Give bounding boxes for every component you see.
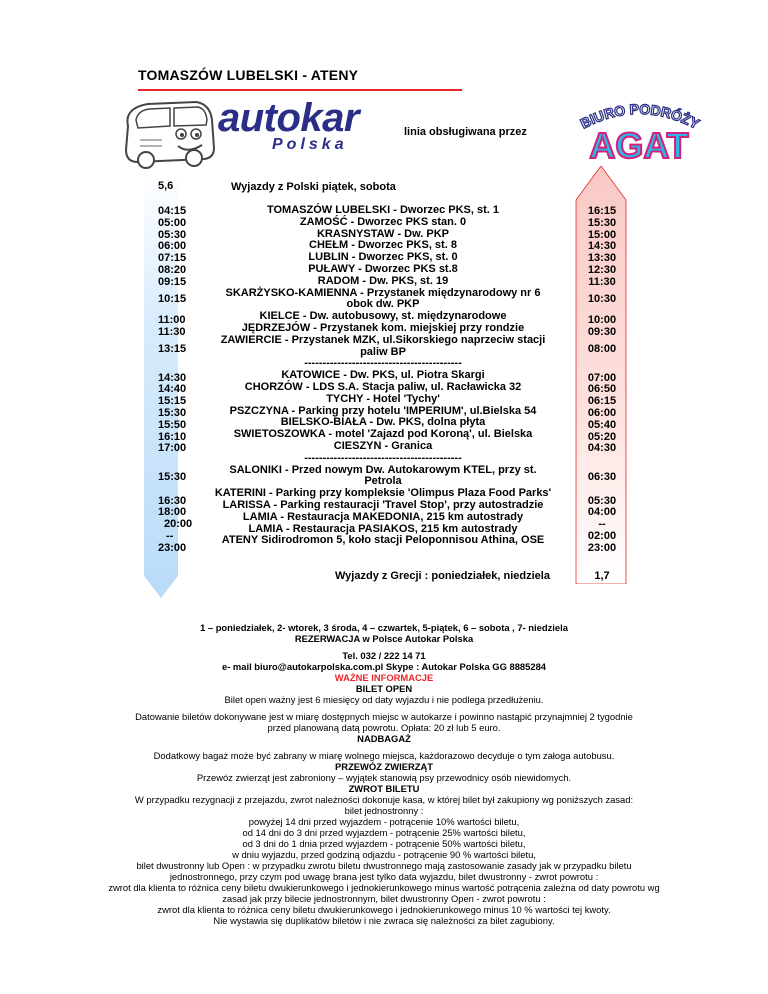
stop-name: JĘDRZEJÓW - Przystanek kom. miejskiej przy rondzie [241,321,525,334]
return-time: 13:30 [587,252,617,265]
departure-times-column [158,206,198,555]
return-time: 15:30 [587,216,617,229]
return-time: 06:00 [587,406,617,419]
phone-line: Tel. 032 / 222 14 71 [342,650,426,661]
return-days-code: 1,7 [594,570,610,582]
stop-name: SALONIKI - Przed nowym Dw. Autokarowym KTEL, przy st. [229,463,537,476]
refund-line: powyżej 14 dni przed wyjazdem - potrącenie 10% wartości biletu, [248,816,520,827]
refund-line: bilet jednostronny : [344,805,424,816]
departure-time: -- [166,529,174,542]
stop-name: LAMIA - Restauracja PASIAKOS, 215 km autostrady [248,522,518,535]
open-ticket-heading: BILET OPEN [355,683,413,694]
stop-name: CIESZYN - Granica [333,439,433,452]
stop-name: KATOWICE - Dw. PKS, ul. Piotra Skargi [281,369,485,382]
open-ticket-text: Bilet open ważny jest 6 miesięcy od daty wyjazdu i nie podlega przedłużeniu. [224,694,544,705]
stop-name: KATERINI - Parking przy kompleksie 'Olimpus Plaza Food Parks' [214,487,552,500]
stop-name: CHEŁM - Dworzec PKS, st. 8 [309,239,457,252]
luggage-text: Dodatkowy bagaż może być zabrany w miarę wolnego miejsca, każdorazowo decyduje o tym załoga autobusu. [153,750,615,761]
logo-wordmark: autokar [218,96,359,140]
departure-time: 20:00 [164,518,193,531]
reservation-line: REZERWACJA w Polsce Autokar Polska [294,633,474,644]
return-time: 12:30 [587,263,617,276]
departure-time: 06:00 [158,240,187,253]
departure-time: 11:00 [158,314,186,327]
return-time: 05:30 [587,494,617,507]
animals-text: Przewóz zwierząt jest zabroniony – wyjątek stanowią psy przewodnicy osób niewidomych. [196,772,572,783]
stop-name: SKARŻYSKO-KAMIENNA - Przystanek międzynarodowy nr 6 [225,286,541,299]
stop-name: LAMIA - Restauracja MAKEDONIA, 215 km autostrady [242,510,524,523]
dating-text: Datowanie biletów dokonywane jest w miarę dostępnych miejsc w autokarze i powinno nastąpić przynajmniej 2 tygodnie [135,711,633,722]
important-heading: WAŻNE INFORMACJE [334,672,434,683]
refund-line: zwrot dla klienta to różnica ceny biletu dwukierunkowego i jednokierunkowego minus 10 % wartości tej kwoty. [157,904,611,915]
logo-subtitle: Polska [272,136,348,153]
stop-name: SWIETOSZOWKA - motel 'Zajazd pod Koroną', ul. Bielska [233,428,533,441]
section-separator: ------------------------------------------- [304,357,462,370]
stop-name: TOMASZÓW LUBELSKI - Dworzec PKS, st. 1 [266,204,500,216]
refund-heading: ZWROT BILETU [348,783,420,794]
departure-time: 05:30 [158,228,187,241]
refund-line: zasad jak przy bilecie jednostronnym, bilet dwustronny Open - zwrot powrotu : [222,893,546,904]
section-separator: ------------------------------------------- [304,451,462,464]
days-legend: 1 – poniedziałek, 2- wtorek, 3 środa, 4 – czwartek, 5-piątek, 6 – sobota , 7- niedziela [200,622,568,633]
agat-name: AGAT [589,125,689,166]
return-time: 06:30 [587,470,617,483]
refund-line: od 14 dni do 3 dni przed wyjazdem - potrącenie 25% wartości biletu, [242,827,526,838]
stop-name: PUŁAWY - Dworzec PKS st.8 [308,262,458,275]
return-time: 14:30 [587,240,617,253]
departure-time: 07:15 [158,252,187,265]
refund-line: jednostronnego, przy czym pod uwagę brana jest tylko data wyjazdu, bilet dwustronny - zwrot powrotu : [169,871,599,882]
stop-name: TYCHY - Hotel 'Tychy' [326,392,440,405]
departure-time: 15:30 [158,406,187,419]
stop-name: KIELCE - Dw. autobusowy, st. międzynarodowe [259,310,507,323]
return-time: 06:50 [587,383,617,396]
departure-time: 15:50 [158,418,187,431]
departure-time: 18:00 [158,506,187,519]
stop-name: RADOM - Dw. PKS, st. 19 [317,274,449,287]
agat-arc-text: BIURO PODRÓŻY [577,100,703,132]
stop-name: LUBLIN - Dworzec PKS, st. 0 [308,251,458,264]
return-time: 04:00 [587,506,617,519]
dating-text: przed planowaną datą powrotu. Opłata: 20 zł lub 5 euro. [267,722,501,733]
stop-name: PSZCZYNA - Parking przy hotelu 'IMPERIUM', ul.Bielska 54 [229,404,537,417]
refund-line: od 3 dni do 1 dnia przed wyjazdem - potrącenie 50% wartości biletu, [242,838,526,849]
route-title: TOMASZÓW LUBELSKI - ATENY [138,67,359,83]
stop-name: ZAWIERCIE - Przystanek MZK, ul.Sikorskiego naprzeciw stacji [220,333,546,346]
return-time: 07:00 [587,371,617,384]
refund-line: w dniu wyjazdu, przed godziną odjazdu - potrącenie 90 % wartości biletu, [232,849,536,860]
departure-days-header: Wyjazdy z Polski piątek, sobota [231,181,396,193]
return-time: 05:20 [587,430,617,443]
return-time: 10:00 [587,314,617,327]
luggage-heading: NADBAGAŻ [357,733,411,744]
return-time: 08:00 [587,342,617,355]
agat-logo [552,96,726,166]
stop-name-continued: paliw BP [360,345,406,358]
return-time: 23:00 [587,541,617,554]
stop-name-continued: obok dw. PKP [346,298,420,311]
stops-column [195,205,571,547]
departure-time: 11:30 [158,326,186,339]
served-by-label: linia obsługiwana przez [404,126,527,138]
footer-info [0,622,768,926]
return-time: 05:40 [587,418,617,431]
stop-name: ATENY Sidirodromon 5, koło stacji Peloponnisou Athina, OSE [221,534,545,547]
departure-days-code: 5,6 [158,180,174,192]
stop-name: BIELSKO-BIAŁA - Dw. PKS, dolna płyta [280,416,486,429]
return-time: 06:15 [587,395,617,408]
refund-line: bilet dwustronny lub Open : w przypadku zwrotu biletu dwustronnego mają zastosowanie zasady jak w przypadku biletu [136,860,632,871]
departure-time: 08:20 [158,263,187,276]
departure-time: 17:00 [158,442,187,455]
bus-mascot-icon [118,96,218,172]
stop-name: ZAMOŚĆ - Dworzec PKS stan. 0 [299,215,467,228]
return-time: 15:00 [587,228,617,241]
return-time: 02:00 [587,529,617,542]
return-time: -- [598,518,606,531]
title-underline [138,89,462,91]
departure-time: 16:10 [158,430,187,443]
return-time: 11:30 [588,275,616,288]
return-time: 09:30 [587,326,617,339]
departure-time: 13:15 [158,342,187,355]
departure-time: 15:30 [158,470,187,483]
departure-time: 15:15 [158,395,187,408]
animals-heading: PRZEWÓZ ZWIERZĄT [335,761,433,772]
refund-line: W przypadku rezygnacji z przejazdu, zwrot należności dokonuje kasa, w której bilet był zakupiony wg poniższych zasad: [134,794,634,805]
departure-time: 10:15 [158,292,187,305]
departure-time: 09:15 [158,275,187,288]
stop-name: LARISSA - Parking restauracji 'Travel Stop', przy autostradzie [222,498,544,511]
departure-time: 14:30 [158,371,187,384]
departure-time: 14:40 [158,383,187,396]
return-times-column [577,206,627,555]
contact-line: e- mail biuro@autokarpolska.com.pl Skype : Autokar Polska GG 8885284 [221,661,546,672]
stop-name-continued: Petrola [364,475,402,488]
return-time: 04:30 [587,442,617,455]
stop-name: KRASNYSTAW - Dw. PKP [316,227,449,240]
departure-time: 04:15 [158,205,187,217]
return-days-header: Wyjazdy z Grecji : poniedziałek, niedziela [335,570,550,582]
refund-line: zwrot dla klienta to różnica ceny biletu dwukierunkowego i jednokierunkowego minus wartość potrącenia zależna od daty powrotu wg [108,882,660,893]
departure-time: 16:30 [158,494,187,507]
return-time: 16:15 [587,205,617,217]
refund-line: Nie wystawia się duplikatów biletów i nie zwraca się należności za bilet zagubiony. [213,915,555,926]
departure-time: 05:00 [158,216,187,229]
departure-time: 23:00 [158,541,187,554]
return-time: 10:30 [587,292,617,305]
stop-name: CHORZÓW - LDS S.A. Stacja paliw, ul. Racławicka 32 [244,380,522,393]
